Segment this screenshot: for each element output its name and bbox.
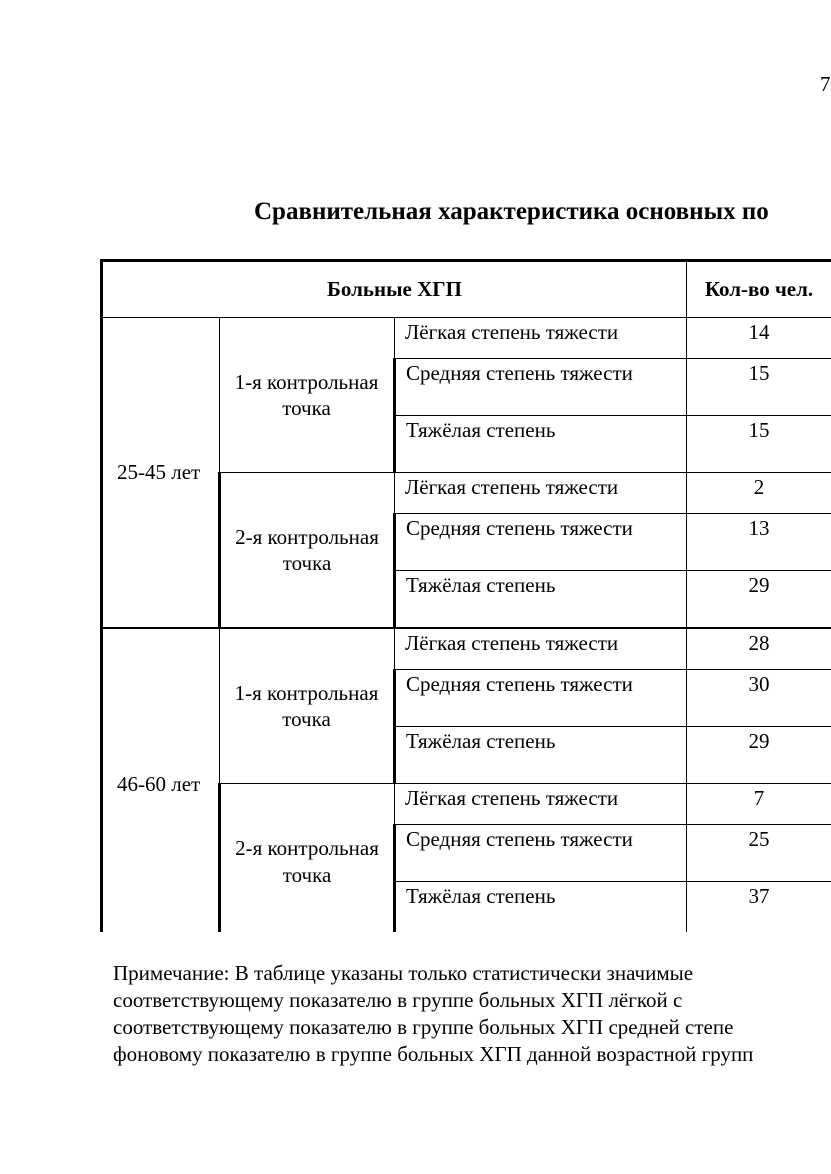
- count-cell: 37: [687, 882, 831, 933]
- count-cell: 15: [687, 359, 831, 416]
- control-point-cell: 1-я контрольная точка: [220, 318, 395, 473]
- severity-cell: Лёгкая степень тяжести: [395, 473, 687, 514]
- header-group: Больные ХГП: [102, 261, 687, 318]
- note-line: соответствующему показателю в группе больных ХГП лёгкой с: [113, 988, 683, 1012]
- count-cell: 29: [687, 727, 831, 784]
- control-point-cell: 2-я контрольная точка: [220, 784, 395, 933]
- severity-cell: Тяжёлая степень: [395, 727, 687, 784]
- header-count: Кол-во чел.: [687, 261, 831, 318]
- count-cell: 15: [687, 416, 831, 473]
- severity-cell: Лёгкая степень тяжести: [395, 318, 687, 359]
- note-line: соответствующему показателю в группе больных ХГП средней степе: [113, 1015, 734, 1039]
- count-cell: 2: [687, 473, 831, 514]
- count-cell: 13: [687, 514, 831, 571]
- table-container: [100, 259, 831, 932]
- note-line: Примечание: В таблице указаны только статистически значимые: [113, 961, 694, 985]
- count-cell: 30: [687, 670, 831, 727]
- count-cell: 7: [687, 784, 831, 825]
- severity-cell: Лёгкая степень тяжести: [395, 628, 687, 670]
- count-cell: 14: [687, 318, 831, 359]
- note-line: фоновому показателю в группе больных ХГП данной возрастной групп: [113, 1042, 754, 1066]
- page-number: 7: [820, 72, 831, 96]
- severity-cell: Средняя степень тяжести: [395, 359, 687, 416]
- severity-cell: Средняя степень тяжести: [395, 514, 687, 571]
- control-point-cell: 1-я контрольная точка: [220, 628, 395, 784]
- age-group-cell: 46-60 лет: [102, 628, 220, 932]
- severity-cell: Лёгкая степень тяжести: [395, 784, 687, 825]
- severity-cell: Тяжёлая степень: [395, 416, 687, 473]
- severity-cell: Средняя степень тяжести: [395, 670, 687, 727]
- table-title: Сравнительная характеристика основных по: [254, 198, 769, 225]
- count-cell: 29: [687, 571, 831, 629]
- table-row: [102, 318, 831, 359]
- data-table: [100, 259, 831, 932]
- table-note: [113, 960, 831, 1068]
- age-group-cell: 25-45 лет: [102, 318, 220, 629]
- control-point-cell: 2-я контрольная точка: [220, 473, 395, 629]
- severity-cell: Тяжёлая степень: [395, 882, 687, 933]
- severity-cell: Средняя степень тяжести: [395, 825, 687, 882]
- count-cell: 28: [687, 628, 831, 670]
- count-cell: 25: [687, 825, 831, 882]
- severity-cell: Тяжёлая степень: [395, 571, 687, 629]
- table-row: [102, 628, 831, 670]
- table-header-row: [102, 261, 831, 318]
